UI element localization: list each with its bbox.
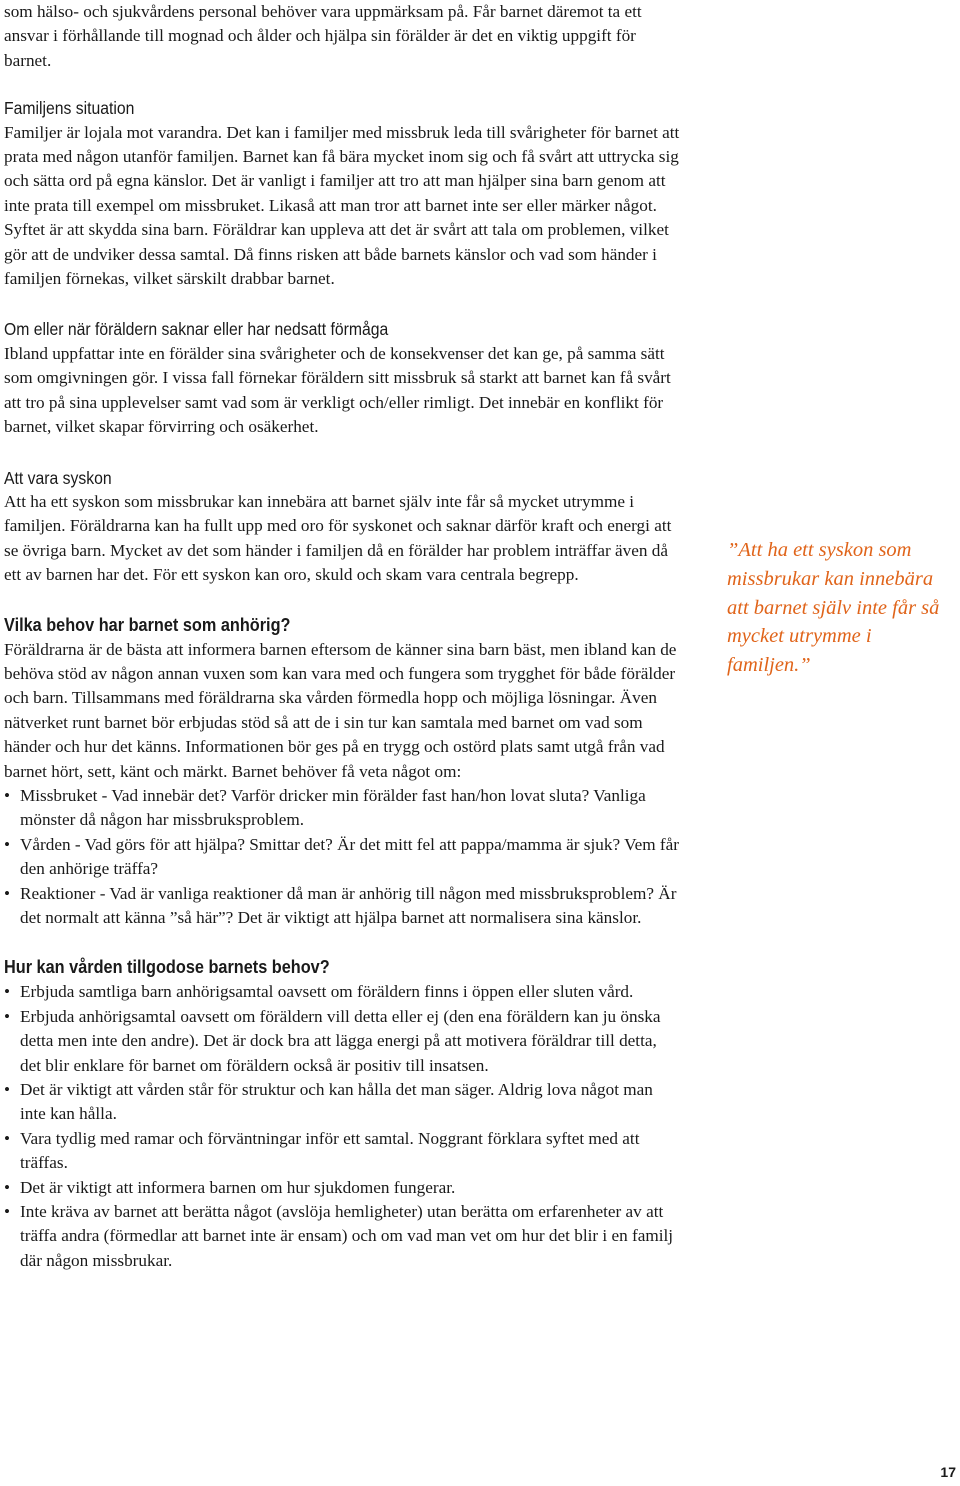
bullet-marker: • (4, 1177, 11, 1197)
heading-att-vara-syskon: Att vara syskon (4, 467, 112, 488)
pull-quote: ”Att ha ett syskon som missbrukar kan innebära att barnet själv inte får så mycket utrymme i familjen.” (727, 539, 940, 677)
list-item-text: Vården - Vad görs för att hjälpa? Smittar det? Är det mitt fel att pappa/mamma är sjuk? Vem får den anhörige träffa? (20, 834, 679, 879)
list-item (4, 784, 680, 833)
list-item-text: Det är viktigt att informera barnen om hur sjukdomen fungerar. (20, 1177, 456, 1197)
tillgodose-bullet-list (4, 980, 680, 1273)
formaga-paragraph: Ibland uppfattar inte en förälder sina svårigheter och de konsekvenser det kan ge, på samma sätt som omgivningen gör. I vissa fall förnekar föräldern sitt missbruk så starkt att barnet kan få svårt att tro på sina upplevelser samt vad som är verkligt och/eller rimligt. Det innebär en konflikt för barnet, vilket skapar förvirring och osäkerhet. (4, 343, 671, 437)
bullet-marker: • (4, 1006, 11, 1026)
intro-paragraph: som hälso- och sjukvårdens personal behöver vara uppmärksam på. Får barnet däremot ta ett ansvar i förhållande till mognad och ålder och hjälpa sin förälder är det en viktig uppgift för barnet. (4, 2, 642, 70)
list-item (4, 1005, 680, 1078)
behov-paragraph: Föräldrarna är de bästa att informera barnen eftersom de känner sina barn bäst, men ibland kan de behöva stöd av någon annan vuxen som kan vara med och fungera som trygghet för både förälder och barn. Tillsammans med föräldrarna ska vården förmedla hopp och möjliga lösningar. Även nätverket runt barnet bör erbjudas stöd så att de i sin tur kan samtala med barnet om vad som händer och hur det känns. Informationen bör ges på en trygg och ostörd plats samt utgå från vad barnet hört, sett, känt och märkt. Barnet behöver få veta något om: (4, 639, 677, 781)
list-item (4, 1200, 680, 1273)
list-item-text: Erbjuda samtliga barn anhörigsamtal oavsett om föräldern finns i öppen eller sluten vård. (20, 982, 634, 1002)
heading-tillgodose-behov: Hur kan vården tillgodose barnets behov? (4, 956, 330, 978)
heading-nedsatt-formaga: Om eller när föräldern saknar eller har nedsatt förmåga (4, 319, 389, 340)
bullet-marker: • (4, 834, 11, 854)
behov-bullet-list (4, 784, 680, 930)
list-item (4, 1127, 680, 1176)
bullet-marker: • (4, 982, 11, 1002)
syskon-paragraph: Att ha ett syskon som missbrukar kan innebära att barnet själv inte får så mycket utrymme i familjen. Föräldrarna kan ha fullt upp med oro för syskonet och saknar därför kraft och energi att se övriga barn. Mycket av det som händer i familjen då en förälder har problem inträffar även då ett av barnen har det. För ett syskon kan oro, skuld och skam vara centrala begrepp. (4, 491, 672, 585)
bullet-marker: • (4, 1128, 11, 1148)
list-item-text: Vara tydlig med ramar och förväntningar inför ett samtal. Noggrant förklara syftet med att träffas. (20, 1128, 640, 1173)
bullet-marker: • (4, 883, 11, 903)
list-item-text: Missbruket - Vad innebär det? Varför dricker min förälder fast han/hon lovat sluta? Vanliga mönster då någon har missbruksproblem. (20, 785, 646, 830)
bullet-marker: • (4, 1202, 11, 1222)
main-column (4, 0, 680, 1273)
list-item-text: Erbjuda anhörigsamtal oavsett om föräldern vill detta eller ej (den ena föräldern kan ju önska detta men inte den andre). Det är dock bra att lägga energi på att motivera föräldrar till detta, det blir enklare för barnet om föräldern också är positiv till insatsen. (20, 1006, 661, 1075)
list-item (4, 882, 680, 931)
page-number: 17 (940, 1464, 956, 1480)
list-item-text: Reaktioner - Vad är vanliga reaktioner då man är anhörig till någon med missbruksproblem? Är det normalt att känna ”så här”? Det är viktigt att hjälpa barnet att normalisera sina känslor. (20, 883, 677, 927)
list-item-text: Inte kräva av barnet att berätta något (avslöja hemligheter) utan berätta om erfarenheter av att träffa andra (förmedlar att barnet inte är ensam) och om vad man vet om hur det blir i en familj där någon missbrukar. (20, 1202, 674, 1270)
list-item (4, 1078, 680, 1127)
bullet-marker: • (4, 1080, 11, 1100)
heading-vilka-behov: Vilka behov har barnet som anhörig? (4, 613, 291, 635)
familjens-paragraph: Familjer är lojala mot varandra. Det kan i familjer med missbruk leda till svårigheter för barnet att prata med någon utanför familjen. Barnet kan få bära mycket inom sig och få svårt att uttrycka sig och sätta ord på egna känslor. Det är vanligt i familjer att tro att man hjälper sina barn genom att inte prata till exempel om missbruket. Likaså att man tror att barnet inte ser eller märker något. Syftet är att skydda sina barn. Föräldrar kan uppleva att det är svårt att tala om problemen, vilket gör att de undviker dessa samtal. Då finns risken att både barnets känslor och vad som händer i familjen förnekas, vilket särskilt drabbar barnet. (4, 122, 680, 289)
heading-familjens-situation: Familjens situation (4, 98, 135, 119)
bullet-marker: • (4, 785, 11, 805)
list-item (4, 1176, 680, 1200)
list-item-text: Det är viktigt att vården står för struktur och kan hålla det man säger. Aldrig lova något man inte kan hålla. (20, 1080, 653, 1124)
list-item (4, 833, 680, 882)
list-item (4, 980, 680, 1004)
